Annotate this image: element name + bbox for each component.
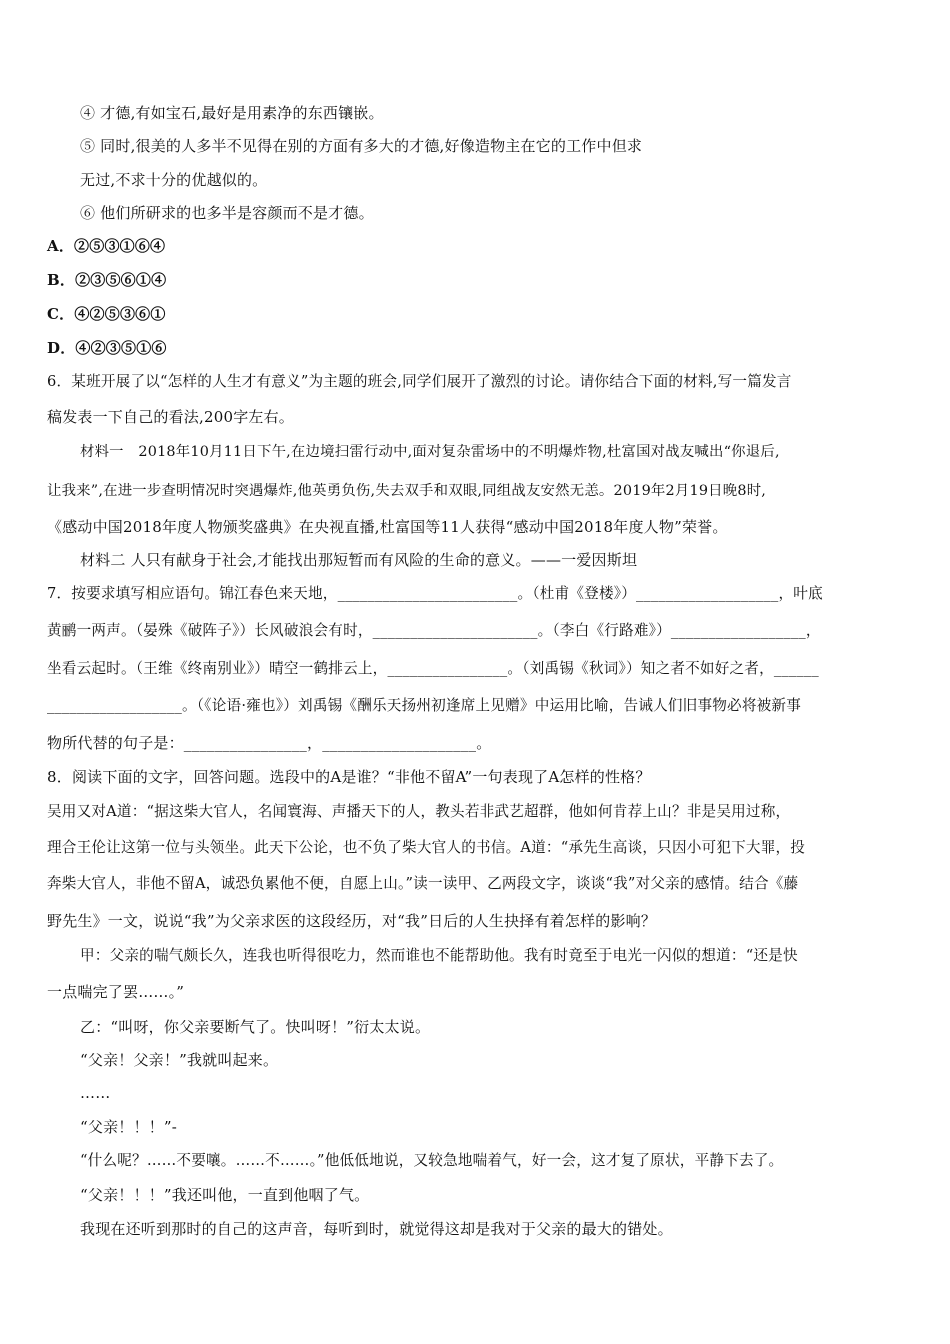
q8-passage-line4: 野先生》一文，说说“我”为父亲求医的这段经历，对“我”日后的人生抉择有着怎样的影响？ (47, 912, 657, 930)
option-d: D．④②③⑤①⑥ (47, 339, 167, 357)
q8-passage-line3: 奔柴大官人，非他不留A，诚恐负累他不便，自愿上山。”读一读甲、乙两段文字，谈谈“我”对父亲的感情。结合《藤 (47, 875, 799, 892)
passage-yi-line1: 乙：“叫呀，你父亲要断气了。快叫呀！”衍太太说。 (80, 1018, 431, 1036)
option-c: C．④②⑤③⑥① (47, 305, 166, 323)
q6-line1: 6．某班开展了以“怎样的人生才有意义”为主题的班会,同学们展开了激烈的讨论。请你结合下面的材料,写一篇发言 (47, 373, 792, 390)
passage-jia-line2: 一点喘完了罢……。” (47, 983, 185, 1001)
passage-yi-line2: “父亲！父亲！”我就叫起来。 (80, 1051, 279, 1069)
material-1-line2: 让我来”,在进一步查明情况时突遇爆炸,他英勇负伤,失去双手和双眼,同组战友安然无恙。2019年2月19日晚8时, (47, 483, 767, 499)
item-6: ⑥ 他们所研求的也多半是容颜而不是才德。 (80, 204, 374, 222)
q8-question: 8．阅读下面的文字，回答问题。选段中的A是谁？“非他不留A”一句表现了A怎样的性格？ (47, 768, 651, 786)
material-1-line1: 材料一 2018年10月11日下午,在边境扫雷行动中,面对复杂雷场中的不明爆炸物,杜富国对战友喊出“你退后, (80, 444, 780, 460)
q7-line1: 7．按要求填写相应语句。锦江春色来天地，________________________。（杜甫《登楼》）___________________，叶底 (47, 585, 823, 602)
item-4: ④ 才德,有如宝石,最好是用素净的东西镶嵌。 (80, 104, 384, 122)
q6-line2: 稿发表一下自己的看法,200字左右。 (47, 408, 294, 426)
material-1-line3: 《感动中国2018年度人物颁奖盛典》在央视直播,杜富国等11人获得“感动中国2018年度人物”荣誉。 (47, 518, 728, 536)
passage-yi-line6: “父亲！！！”我还叫他，一直到他咽了气。 (80, 1186, 370, 1204)
passage-yi-line3: …… (80, 1084, 111, 1102)
option-b: B．②③⑤⑥①④ (47, 271, 167, 289)
q7-line3: 坐看云起时。（王维《终南别业》）晴空一鹤排云上，________________。（刘禹锡《秋词》）知之者不如好之者，______ (47, 660, 819, 677)
material-2: 材料二 人只有献身于社会,才能找出那短暂而有风险的生命的意义。——一爱因斯坦 (80, 551, 638, 569)
passage-yi-line5: “什么呢？……不要嚷。……不……。”他低低地说，又较急地喘着气，好一会，这才复了原状，平静下去了。 (80, 1152, 784, 1169)
q8-passage-line1: 吴用又对A道：“据这柴大官人，名闻寰海、声播天下的人，教头若非武艺超群，他如何肯荐上山？非是吴用过称， (47, 803, 791, 820)
q7-line5: 物所代替的句子是：________________，____________________。 (47, 734, 492, 752)
q7-line4: __________________。（《论语·雍也》）刘禹锡《酬乐天扬州初逢席上见赠》中运用比喻，告诫人们旧事物必将被新事 (47, 697, 802, 714)
option-a: A．②⑤③①⑥④ (47, 237, 166, 255)
passage-yi-line7: 我现在还听到那时的自己的这声音，每听到时，就觉得这却是我对于父亲的最大的错处。 (80, 1220, 673, 1238)
item-5-line1: ⑤ 同时,很美的人多半不见得在别的方面有多大的才德,好像造物主在它的工作中但求 (80, 137, 643, 155)
passage-jia-line1: 甲：父亲的喘气颇长久，连我也听得很吃力，然而谁也不能帮助他。我有时竟至于电光一闪似的想道：“还是快 (80, 947, 798, 964)
passage-yi-line4: “父亲！！！”- (80, 1118, 178, 1136)
item-5-line2: 无过,不求十分的优越似的。 (80, 171, 268, 189)
q8-passage-line2: 理合王伦让这第一位与头领坐。此天下公论，也不负了柴大官人的书信。A道：“承先生高谈，只因小可犯下大罪，投 (47, 839, 806, 856)
q7-line2: 黄鹂一两声。（晏殊《破阵子》）长风破浪会有时，______________________。（李白《行路难》）__________________， (47, 622, 821, 639)
